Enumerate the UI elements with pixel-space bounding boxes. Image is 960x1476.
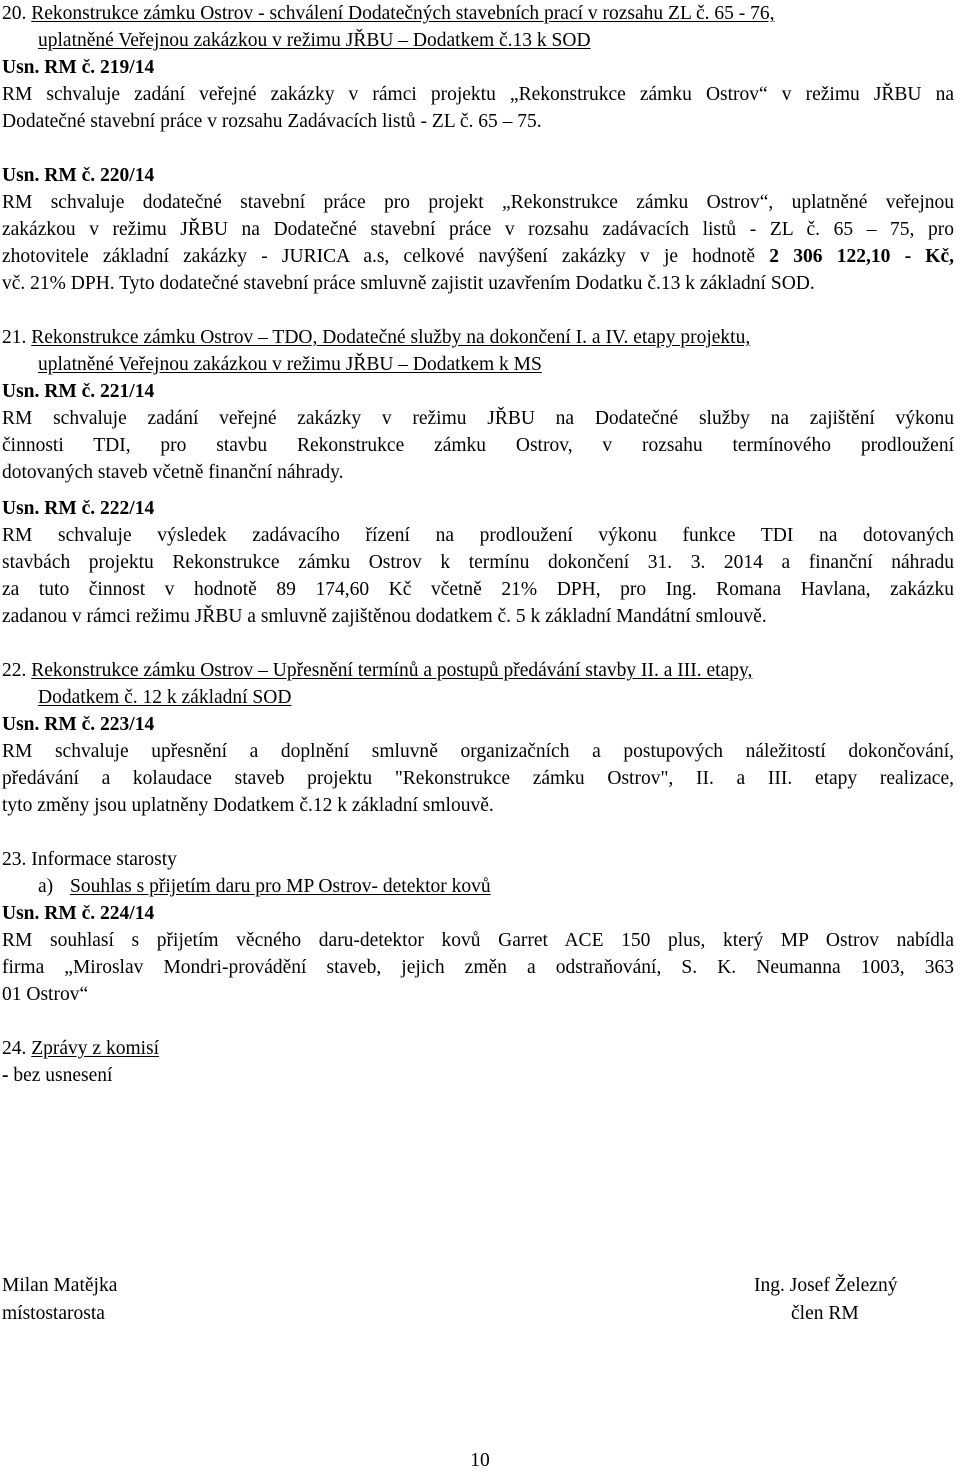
resolution-text: 01 Ostrov“ [2, 984, 89, 1005]
agenda-item-24 [2, 1035, 954, 1089]
item-number: 22. [2, 660, 27, 681]
page-number: 10 [470, 1450, 490, 1471]
resolution-text: Dodatečné stavební práce v rozsahu Zadávacích listů - ZL č. 65 – 75. [2, 111, 542, 132]
resolution-number: Usn. RM č. 222/14 [2, 498, 155, 519]
amount: 2 306 122,10 - Kč, [769, 246, 954, 267]
item-title-cont: uplatněné Veřejnou zakázkou v režimu JŘBU – Dodatkem k MS [38, 354, 542, 375]
resolution-text: činnosti TDI, pro stavbu Rekonstrukce zámku Ostrov, v rozsahu termínového prodloužení [2, 435, 954, 456]
resolution-number: Usn. RM č. 224/14 [2, 903, 155, 924]
signer-role: člen RM [791, 1303, 859, 1324]
resolution-text: RM souhlasí s přijetím věcného daru-detektor kovů Garret ACE 150 plus, který MP Ostrov nabídla [2, 930, 954, 951]
resolution-number: Usn. RM č. 223/14 [2, 714, 155, 735]
resolution-text [2, 243, 954, 270]
item-heading-cont [2, 351, 954, 378]
resolution-number: Usn. RM č. 221/14 [2, 381, 155, 402]
resolution-text: zakázkou v režimu JŘBU na Dodatečné stavební práce v rozsahu zadávacích listů - ZL č. 65 – 75, pro [2, 219, 954, 240]
resolution-number: Usn. RM č. 220/14 [2, 165, 155, 186]
signer-role: místostarosta [2, 1303, 105, 1324]
resolution-text: zadanou v rámci režimu JŘBU a smluvně zajištěnou dodatkem č. 5 k základní Mandátní smlouvě. [2, 606, 767, 627]
resolution-text-part: zhotovitele základní zakázky - JURICA a.s, celkové navýšení zakázky v je hodnotě [2, 246, 770, 267]
sub-item-title: Souhlas s přijetím daru pro MP Ostrov- detektor kovů [70, 876, 491, 897]
resolution-text: za tuto činnost v hodnotě 89 174,60 Kč včetně 21% DPH, pro Ing. Romana Havlana, zakázku [2, 579, 954, 600]
agenda-item-23 [2, 846, 954, 1008]
resolution-text: předávání a kolaudace staveb projektu "Rekonstrukce zámku Ostrov", II. a III. etapy realizace, [2, 768, 954, 789]
item-title-cont: Dodatkem č. 12 k základní SOD [38, 687, 292, 708]
agenda-item-21 [2, 324, 954, 630]
item-heading [2, 1035, 954, 1062]
minutes-content [2, 0, 954, 1089]
item-heading [2, 657, 954, 684]
note-dash: - [2, 1065, 9, 1086]
agenda-item-22 [2, 657, 954, 819]
item-heading [2, 0, 954, 27]
resolution-text: dotovaných staveb včetně finanční náhrady. [2, 462, 344, 483]
item-number: 20. [2, 3, 27, 24]
resolution-text: firma „Miroslav Mondri-provádění staveb, jejich změn a odstraňování, S. K. Neumanna 1003, 363 [2, 957, 954, 978]
signer-name: Milan Matějka [2, 1275, 118, 1296]
sub-item-letter: a) [38, 876, 54, 897]
item-title: Rekonstrukce zámku Ostrov – TDO, Dodatečné služby na dokončení I. a IV. etapy projektu, [31, 327, 751, 348]
signature-left [2, 1272, 117, 1328]
resolution-text: RM schvaluje upřesnění a doplnění smluvně organizačních a postupových náležitostí dokončování, [2, 741, 954, 762]
resolution-number: Usn. RM č. 219/14 [2, 57, 155, 78]
resolution-text: RM schvaluje dodatečné stavební práce pro projekt „Rekonstrukce zámku Ostrov“, uplatněné veřejnou [2, 192, 954, 213]
item-number: 21. [2, 327, 27, 348]
resolution-text: vč. 21% DPH. Tyto dodatečné stavební práce smluvně zajistit uzavřením Dodatku č.13 k základní SOD. [2, 273, 815, 294]
signer-name: Ing. Josef Železný [754, 1275, 898, 1296]
item-heading [2, 324, 954, 351]
item-title: Rekonstrukce zámku Ostrov – Upřesnění termínů a postupů předávání stavby II. a III. etapy, [31, 660, 753, 681]
agenda-item-20 [2, 0, 954, 297]
item-number: 23. [2, 849, 27, 870]
item-heading-cont [2, 27, 954, 54]
resolution-text: tyto změny jsou uplatněny Dodatkem č.12 k základní smlouvě. [2, 795, 494, 816]
note-text: bez usnesení [8, 1065, 113, 1086]
resolution-text: stavbách projektu Rekonstrukce zámku Ostrov k termínu dokončení 31. 3. 2014 a finanční náhradu [2, 552, 954, 573]
item-heading-cont [2, 684, 954, 711]
item-title-cont: uplatněné Veřejnou zakázkou v režimu JŘBU – Dodatkem č.13 k SOD [38, 30, 591, 51]
item-note [2, 1062, 954, 1089]
signature-right [754, 1272, 898, 1328]
item-title: Rekonstrukce zámku Ostrov - schválení Dodatečných stavebních prací v rozsahu ZL č. 65 - 76, [31, 3, 775, 24]
item-title: Zprávy z komisí [31, 1038, 160, 1059]
item-number: 24. [2, 1038, 27, 1059]
item-title: Informace starosty [31, 849, 177, 870]
resolution-text: RM schvaluje zadání veřejné zakázky v režimu JŘBU na Dodatečné služby na zajištění výkonu [2, 408, 954, 429]
sub-item [2, 873, 954, 900]
resolution-text: RM schvaluje výsledek zadávacího řízení na prodloužení výkonu funkce TDI na dotovaných [2, 525, 954, 546]
item-heading [2, 846, 954, 873]
resolution-text: RM schvaluje zadání veřejné zakázky v rámci projektu „Rekonstrukce zámku Ostrov“ v režimu JŘBU na [2, 84, 954, 105]
